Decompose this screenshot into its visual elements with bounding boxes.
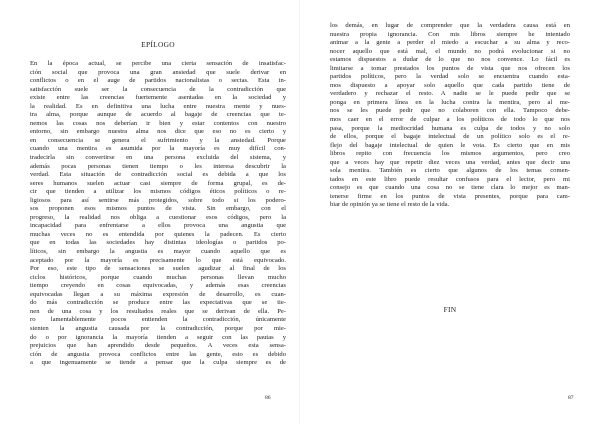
page-number: 86 — [265, 395, 271, 401]
text-line: En la época actual, se percibe una cierta sensación de insatisfac- — [30, 60, 286, 67]
text-line: sos proponen esos mismos puntos de vista. Sin embargo, con el — [30, 205, 286, 213]
text-line: animar a la gente a perder el miedo a escuchar a su alma y reco- — [330, 39, 570, 47]
text-line: tradecirla sin convertirse en una persona excluida del sistema, y — [30, 154, 286, 162]
text-line: nos se les puede pedir que no colaboren con ella. Tampoco debe- — [330, 107, 570, 115]
text-line: pasa, porque la mediocridad humana es culpa de todos y no solo — [330, 124, 570, 132]
text-line: que en todas las sociedades hay distintas ideologías o partidos po- — [30, 239, 286, 247]
text-line: tenerse firme en los puntos de vista presentes, porque para cam- — [330, 192, 570, 200]
text-line: nuestra propia ignorancia. Con mis libros siempre he intentado — [330, 30, 570, 38]
text-line: Por eso, este tipo de sensaciones se suelen agudizar al final de los — [30, 265, 286, 273]
page-number: 87 — [568, 395, 574, 401]
left-page-body — [30, 60, 286, 368]
text-line: flejo del bagaje intelectual de quien le vota. Es cierto que en mis — [330, 141, 570, 149]
text-line: de ellos, porque el bagaje intelectual de un político solo es el re- — [330, 133, 570, 141]
text-line: nen de una cosa y los resultados reales que se derivan de ella. Pe- — [30, 307, 286, 315]
closing-word: FIN — [443, 305, 457, 314]
text-line: seres humanos suelen actuar casi siempre de forma grupal, es de- — [30, 179, 286, 187]
text-line: nocer aquello que está mal, el mundo no podrá evolucionar si no — [330, 47, 570, 55]
right-page-body — [330, 22, 570, 210]
text-line: sienten la angustia causada por la contradicción, porque por mie- — [30, 324, 286, 332]
text-line: entorno, sin embargo nuestra alma nos dice que eso no es cierto y — [30, 128, 286, 136]
text-line: incapacidad para enfrentarse a ellos provoca una angustia que — [30, 222, 286, 230]
text-line: tiempo creyendo en cosas equivocadas, y además esas creencias — [30, 282, 286, 290]
text-line: muchas veces no es entendida por quienes la padecen. Es cierto — [30, 230, 286, 238]
text-line: nemos las cosas nos deberían ir bien y estar contentos con nuestro — [30, 119, 286, 127]
text-line: a que ingenuamente se tiende a pensar que la culpa siempre es de — [30, 359, 286, 367]
text-line: do más contradicción se produce entre las expectativas que se tie- — [30, 299, 286, 307]
text-line: cuando una mentira es asumida por la mayoría es muy difícil con- — [30, 145, 286, 153]
text-line: ligiosos para así sentirse más protegidos, sobre todo si los podero- — [30, 196, 286, 204]
text-line: prejuicios que han aprendido desde pequeños. A veces esta sensa- — [30, 342, 286, 350]
text-line: tados en este libro puede resultar confusos para el lector, pero mi — [330, 175, 570, 183]
text-line: que a veces hay que repetir diez veces una verdad, antes que decir una — [330, 158, 570, 166]
text-line: ción de angustia provoca conflictos entre las gente, esto es debido — [30, 350, 286, 358]
text-line: satisfacción suele ser la consecuencia de la contradicción que — [30, 85, 286, 93]
text-line: mos caer en el error de culpar a los políticos de todo lo que nos — [330, 116, 570, 124]
text-line: cir que tienden a utilizar los mismos códigos éticos políticos o re- — [30, 188, 286, 196]
text-line: ción social que provoca una gran ansiedad que suele derivar en — [30, 68, 286, 76]
text-line: sola mentira. También es cierto que algunos de los temas comen- — [330, 167, 570, 175]
text-line: biar de opinión ya se tiene el resto de la vida. — [330, 201, 450, 209]
text-line: do o por ignorancia la mayoría tienden a seguir con las pautas y — [30, 333, 286, 341]
text-line: ponga en primera línea en la lucha contra la mentira, pero al me- — [330, 98, 570, 106]
text-line: libros repito con frecuencia los mismos argumentos, pero creo — [330, 150, 570, 158]
text-line: además pocas personas tienen tiempo o les interesa descubrir la — [30, 162, 286, 170]
text-line: la realidad. Es en definitiva una lucha entre nuestra mente y nues- — [30, 102, 286, 110]
text-line: ro lamentablemente pocos entienden la contradicción, únicamente — [30, 316, 286, 324]
text-line: limitarse a tomar prestados los puntos de vista que nos ofrecen los — [330, 64, 570, 72]
text-line: ciclos históricos, porque cuando muchas personas llevan mucho — [30, 273, 286, 281]
text-line: consejo es que cuando una cosa no se tiene clara lo mejor es man- — [330, 184, 570, 192]
text-line: en consecuencia se genera el sufrimiento y la ansiedad. Porque — [30, 136, 286, 144]
text-line: los demás, en lugar de comprender que la verdadera causa está en — [330, 22, 570, 29]
text-line: tra alma, porque aunque de acuerdo al bagaje de creencias que te- — [30, 111, 286, 119]
text-line: estamos dispuestos a dudar de lo que no nos convence. Lo fácil es — [330, 56, 570, 64]
text-line: equivocadas llegan a su máxima expresión de desarrollo, es cuan- — [30, 290, 286, 298]
text-line: mos dispuesto a apoyar solo aquello que cada partido tiene de — [330, 81, 570, 89]
text-line: existe entre las creencias fuertemente asentadas en la sociedad y — [30, 94, 286, 102]
text-line: verdad. Esta situación de contradicción social es debida a que los — [30, 171, 286, 179]
text-line: progreso, la realidad nos obliga a cuestionar esos códigos, pero la — [30, 213, 286, 221]
text-line: conflictos o en el auge de partidos nacionalistas o sectas. Esta in- — [30, 77, 286, 85]
text-line: líticos, sin embargo la angustia es mayor cuando aquello que es — [30, 248, 286, 256]
right-page — [300, 0, 600, 424]
text-line: aceptado por la mayoría es precisamente lo que está equivocado. — [30, 256, 286, 264]
text-line: partidos políticos, pero la verdad solo se encuentra cuando esta- — [330, 73, 570, 81]
chapter-heading: EPÍLOGO — [141, 40, 175, 49]
text-line: verdadero y rechazar el resto. A nadie se le puede pedir que se — [330, 90, 570, 98]
